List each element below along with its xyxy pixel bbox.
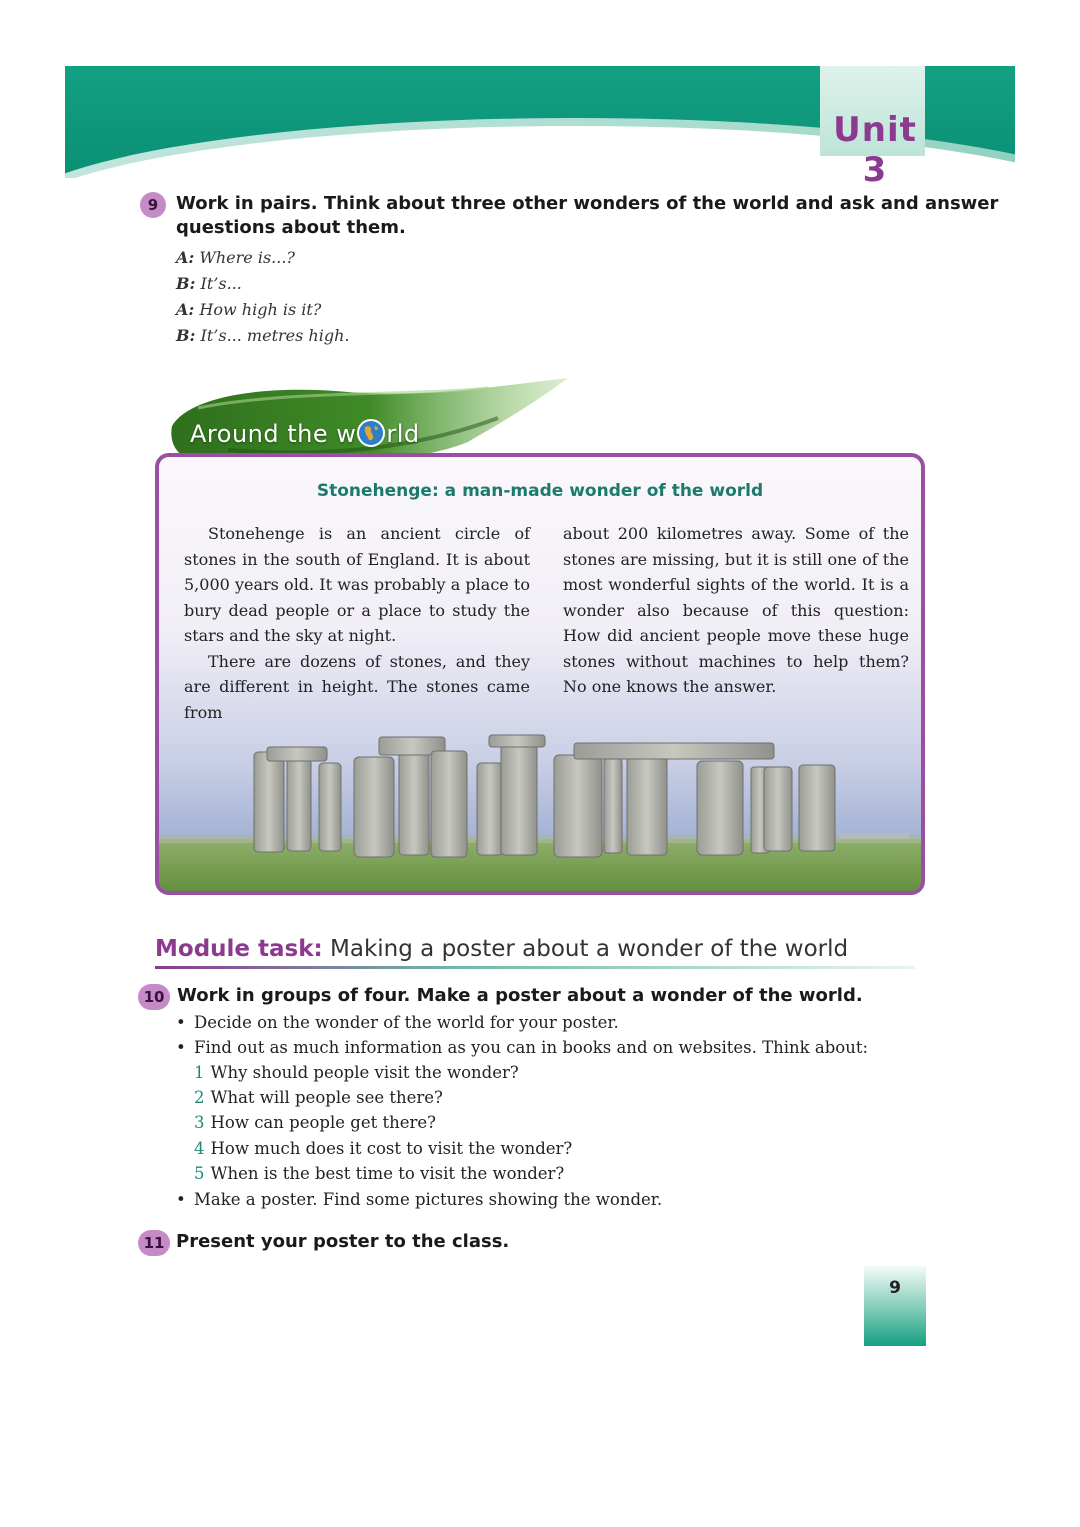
question-item: 4 How much does it cost to visit the wonder?: [194, 1139, 573, 1158]
dialog-line: B: It’s... metres high.: [176, 326, 350, 345]
reading-title: Stonehenge: a man-made wonder of the world: [316, 481, 764, 501]
task-number-9: 9: [140, 192, 166, 218]
unit-label: Unit 3: [833, 110, 917, 190]
dialog-line: A: Where is...?: [176, 248, 296, 267]
task9-instruction-line2: questions about them.: [176, 217, 406, 238]
around-the-world-title: Around the w rld: [190, 420, 420, 448]
task9-instruction-line1: Work in pairs. Think about three other wonders of the world and ask and answer: [176, 193, 999, 214]
task11-instruction: Present your poster to the class.: [176, 1231, 510, 1252]
question-item: 1 Why should people visit the wonder?: [194, 1063, 519, 1082]
reading-column-left: [184, 521, 530, 725]
stonehenge-photo: [159, 707, 925, 895]
module-task-heading: Module task: Making a poster about a wonder of the world: [155, 936, 849, 962]
bullet-item: • Find out as much information as you can in books and on websites. Think about:: [176, 1038, 869, 1057]
globe-icon: [356, 418, 386, 448]
reading-paragraph: Stonehenge is an ancient circle of stones in the south of England. It is about 5,000 years old. It was probably a place to bury dead people or a place to study the stars and the sky at night.: [184, 524, 530, 645]
dialog-line: B: It’s...: [176, 274, 242, 293]
dialog-line: A: How high is it?: [176, 300, 322, 319]
reading-column-right: [563, 521, 909, 700]
bullet-item: • Decide on the wonder of the world for your poster.: [176, 1013, 619, 1032]
question-item: 3 How can people get there?: [194, 1113, 436, 1132]
task-number-10: 10: [138, 984, 170, 1010]
reading-paragraph: about 200 kilometres away. Some of the stones are missing, but it is still one of the most wonderful sights of the world. It is a wonder also because of this question: How did ancient people move these huge stones without machines to help them? No one knows the answer.: [563, 524, 909, 696]
task-number-11: 11: [138, 1230, 170, 1256]
page-number: 9: [889, 1278, 901, 1298]
question-item: 2 What will people see there?: [194, 1088, 443, 1107]
bullet-item: • Make a poster. Find some pictures showing the wonder.: [176, 1190, 663, 1209]
question-item: 5 When is the best time to visit the wonder?: [194, 1164, 565, 1183]
reading-box: [155, 453, 925, 895]
module-task-underline: [155, 966, 915, 969]
task10-instruction: Work in groups of four. Make a poster about a wonder of the world.: [177, 985, 863, 1006]
reading-paragraph: There are dozens of stones, and they are different in height. The stones came from: [184, 651, 530, 722]
